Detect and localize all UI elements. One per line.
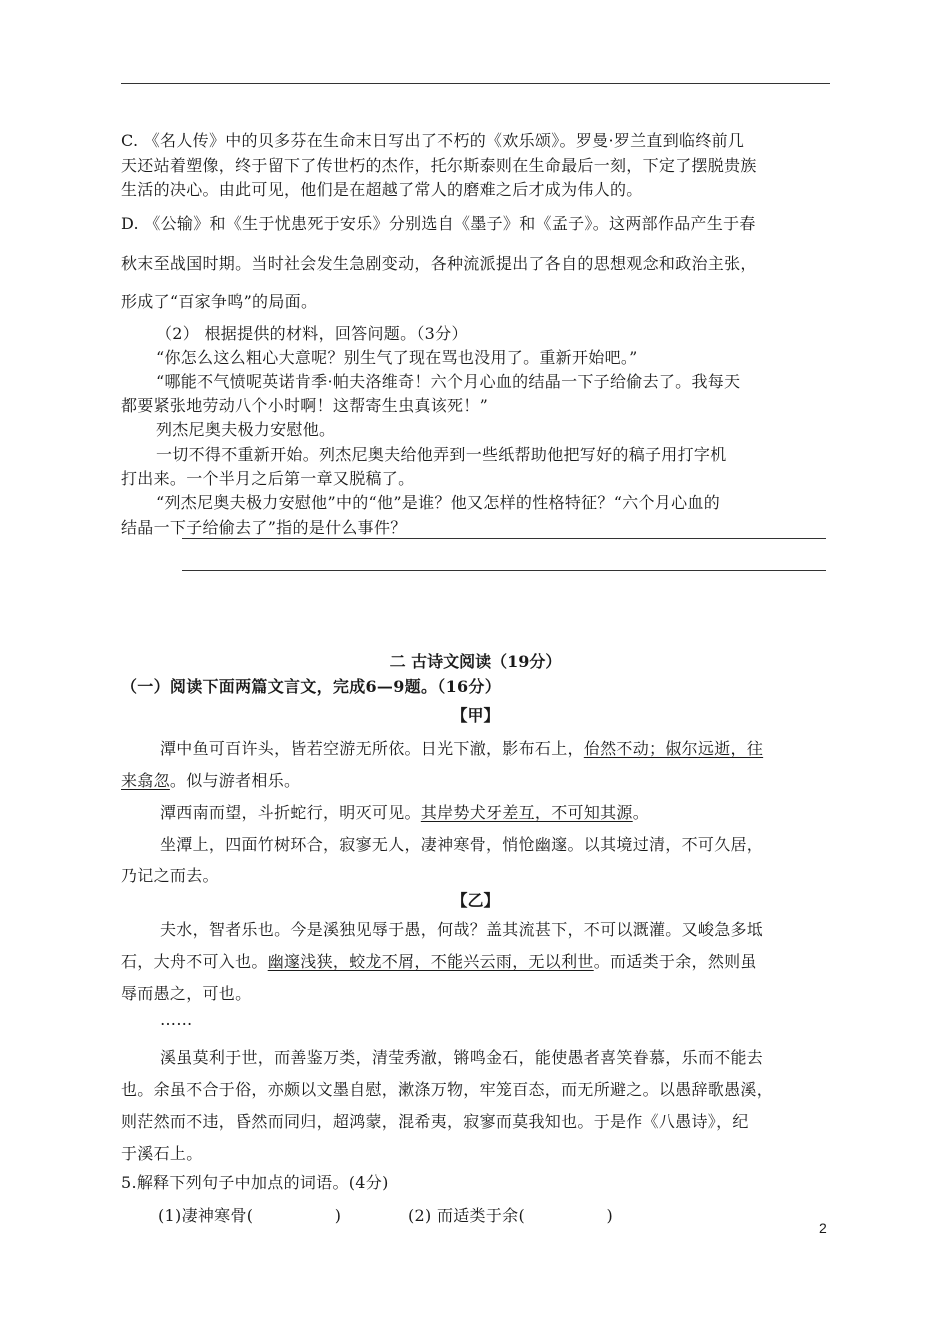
passage-yi-label: 【乙】 [451,891,500,910]
yi-paragraph-2-line-4: 于溪石上。 [121,1144,203,1163]
q5-prompt: 5.解释下列句子中加点的词语。(4分) [121,1173,389,1192]
jia-paragraph-3-line-2: 乃记之而去。 [121,866,219,885]
yi-paragraph-1-line-3: 辱而愚之，可也。 [121,984,252,1003]
q2-passage-2-line-1: “哪能不气愤呢英诺肯季·帕夫洛维奇！六个月心血的结晶一下子给偷去了。我每天 [156,372,741,391]
q2-question-line-1: “列杰尼奥夫极力安慰他”中的“他”是谁？他又怎样的性格特征？“六个月心血的 [156,493,720,512]
q2-passage-2-line-2: 都要紧张地劳动八个小时啊！这帮寄生虫真该死！” [121,396,489,415]
yi-ellipsis: …… [160,1010,193,1029]
jia-paragraph-1-line-2 [121,771,300,791]
yi-paragraph-2-line-2: 也。余虽不合于俗，亦颇以文墨自慰，漱涤万物，牢笼百态，而无所避之。以愚辞歌愚溪， [121,1080,774,1099]
jia-paragraph-2 [160,803,649,823]
q5-item-2: (2) 而适类于余( ) [408,1206,614,1225]
yi-paragraph-1-line-2 [121,952,757,972]
q2-passage-1: “你怎么这么粗心大意呢？别生气了现在骂也没用了。重新开始吧。” [156,348,638,367]
yi-p1-text: 石，大舟不可入也。 [121,952,268,971]
option-d-line-1: D. 《公输》和《生于忧患死于安乐》分别选自《墨子》和《孟子》。这两部作品产生于春 [121,214,756,233]
jia-paragraph-3-line-1: 坐潭上，四面竹树环合，寂寥无人，凄神寒骨，悄怆幽邃。以其境过清，不可久居， [160,835,764,854]
jia-p2-text: 潭西南而望，斗折蛇行，明灭可见。 [160,803,421,822]
yi-paragraph-1-line-1: 夫水，智者乐也。今是溪独见辱于愚，何哉？盖其流甚下，不可以溉灌。又峻急多坻 [160,920,764,939]
option-d-line-2: 秋末至战国时期。当时社会发生急剧变动，各种流派提出了各自的思想观念和政治主张， [121,254,757,273]
jia-p1-text: 潭中鱼可百许头，皆若空游无所依。日光下澈，影布石上， [160,739,584,758]
q2-passage-4-line-1: 一切不得不重新开始。列杰尼奥夫给他弄到一些纸帮助他把写好的稿子用打字机 [156,445,727,464]
yi-p1-underlined: 幽邃浅狭，蛟龙不屑，不能兴云雨，无以利世 [267,952,594,971]
jia-p1-underlined: 佁然不动；俶尔远逝，往 [583,739,764,758]
option-c-line-1: C. 《名人传》中的贝多芬在生命末日写出了不朽的《欢乐颂》。罗曼·罗兰直到临终前几 [121,131,745,150]
section-2-subtitle: （一）阅读下面两篇文言文，完成6—9题。（16分） [121,677,502,696]
q2-prompt: （2） 根据提供的材料，回答问题。（3分） [156,324,468,343]
option-c-line-2: 天还站着塑像，终于留下了传世朽的杰作，托尔斯泰则在生命最后一刻，下定了摆脱贵族 [121,156,757,175]
jia-p2-underlined: 其岸势犬牙差互，不可知其源 [420,803,633,822]
passage-jia-label: 【甲】 [451,706,500,725]
jia-p1-underlined-2: 来翕忽 [121,771,170,790]
jia-p1-text-2: 。似与游者相乐。 [169,771,301,790]
q2-question-line-2: 结晶一下子给偷去了”指的是什么事件？ [121,518,407,537]
yi-paragraph-2-line-1: 溪虽莫利于世，而善鉴万类，清莹秀澈，锵鸣金石，能使愚者喜笑眷慕，乐而不能去 [160,1048,764,1067]
option-c-line-3: 生活的决心。由此可见，他们是在超越了常人的磨难之后才成为伟人的。 [121,180,643,199]
q2-passage-3: 列杰尼奥夫极力安慰他。 [156,420,336,439]
q5-item-1: (1)凄神寒骨( ) [158,1206,342,1225]
option-d-line-3: 形成了“百家争鸣”的局面。 [121,292,318,311]
q2-passage-4-line-2: 打出来。一个半月之后第一章又脱稿了。 [121,469,415,488]
jia-paragraph-1-line-1 [160,739,763,759]
answer-line-1[interactable] [182,538,826,539]
yi-paragraph-2-line-3: 则茫然而不违，昏然而同归，超鸿蒙，混希夷，寂寥而莫我知也。于是作《八愚诗》，纪 [121,1112,749,1131]
section-2-title: 二 古诗文阅读（19分） [389,652,562,671]
header-rule [121,83,830,84]
page-number: 2 [819,1220,827,1236]
yi-p1-text-end: 。而适类于余，然则虽 [593,952,757,971]
answer-line-2[interactable] [182,570,826,571]
jia-p2-end: 。 [632,803,650,822]
